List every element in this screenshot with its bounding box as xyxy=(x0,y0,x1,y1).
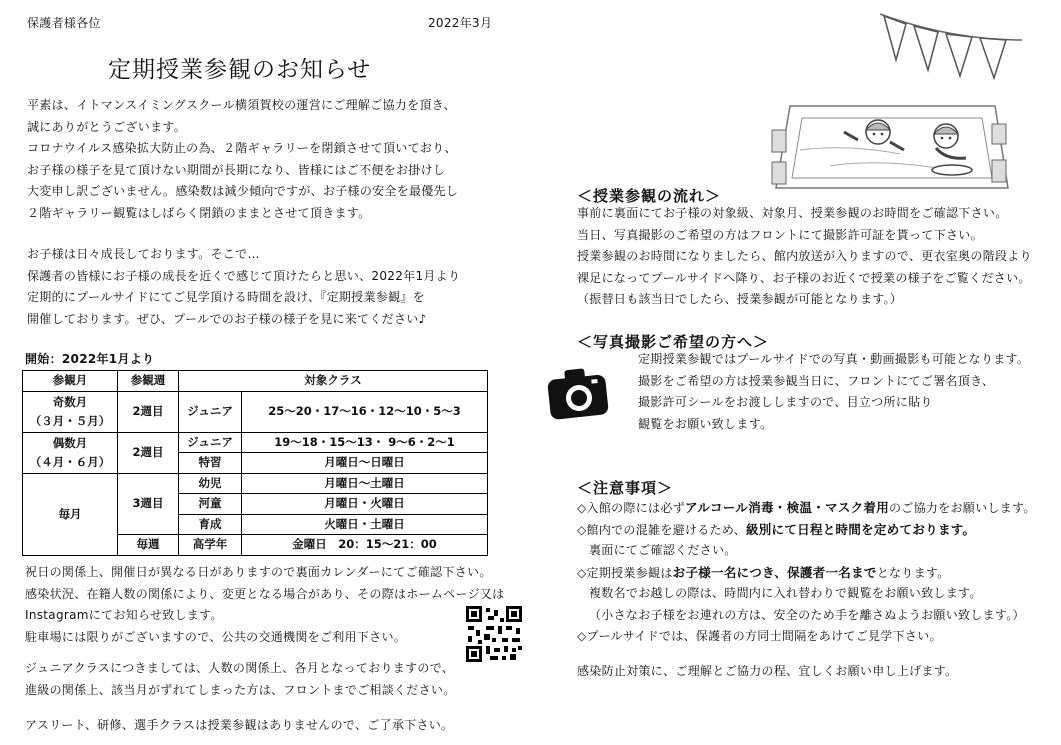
table-row xyxy=(23,391,488,432)
notice-line-1 xyxy=(577,497,1036,519)
intro2-line: 保護者の皆様にお子様の成長を近くで感じて頂けたらと思い、2022年1月より xyxy=(27,268,461,283)
table-header-row xyxy=(23,371,488,392)
notice-body xyxy=(577,497,1036,648)
qr-code[interactable] xyxy=(466,606,522,662)
athlete-note: アスリート、研修、選手クラスは授業参観はありませんので、ご了承下さい。 xyxy=(25,718,454,732)
photo-line: 定期授業参観ではプールサイドでの写真・動画撮影も可能となります。 xyxy=(638,352,1030,366)
intro2-line: 開催しております。ぜひ、プールでのお子様の様子を見に来てください♪ xyxy=(27,311,427,326)
notice-text: ◇定期授業参観は xyxy=(577,565,673,580)
odd-month-detail: （３月・５月） xyxy=(29,413,111,428)
intro-paragraph-2 xyxy=(27,244,460,330)
photo-heading: ＜写真撮影ご希望の方へ＞ xyxy=(577,333,770,351)
photo-line: 観覧をお願い致します。 xyxy=(638,416,773,431)
odd-month: 奇数月 xyxy=(52,394,88,409)
notice-line-3b: 複数名でお越しの際は、時間内に入れ替わりで観覧をお願い致します。 xyxy=(589,586,982,600)
flow-body xyxy=(577,203,1032,311)
notice-text: となります。 xyxy=(876,565,950,580)
notice-line-3c: （小さなお子様をお連れの方は、安全のため手を離さぬようお願い致します。） xyxy=(589,607,1025,622)
class-cell: 特習 xyxy=(179,453,242,474)
flow-line: 当日、写真撮影のご希望の方はフロントにて撮影許可証を貰って下さい。 xyxy=(577,227,983,242)
class-cell: ジュニア xyxy=(179,391,242,432)
intro-line: 大変申し訳ございません。感染数は減少傾向ですが、お子様の安全を最優先し xyxy=(27,184,459,198)
intro2-line: お子様は日々成長しております。そこで… xyxy=(27,247,260,261)
monthly-cell: 毎月 xyxy=(23,473,118,555)
junior-note-line: 進級の関係上、該当月がずれてしまった方は、フロントまでご相談ください。 xyxy=(25,682,456,697)
table-row xyxy=(23,432,488,453)
flow-line: 裸足になってプールサイドへ降り、お子様のお近くで授業の様子をご覧ください。 xyxy=(577,270,1031,285)
days-cell: 月曜日・火曜日 xyxy=(242,494,488,515)
class-cell: ジュニア xyxy=(179,432,242,453)
notice-line-3 xyxy=(577,562,1036,584)
issue-date: 2022年3月 xyxy=(428,16,493,30)
class-cell: 幼児 xyxy=(179,473,242,494)
schedule-table xyxy=(22,370,488,556)
intro-line: ２階ギャラリー観覧はしばらく閉鎖のままとさせて頂きます。 xyxy=(27,205,371,220)
closing-text: 感染防止対策に、ご理解とご協力の程、宜しくお願い申し上げます。 xyxy=(577,664,958,678)
class-cell: 河童 xyxy=(179,494,242,515)
flow-line: （振替日も該当日でしたら、授業参観が可能となります。） xyxy=(577,292,903,306)
notice-emphasis: お子様一名につき、保護者一名まで xyxy=(672,564,877,580)
even-month-cell xyxy=(23,432,118,473)
intro-paragraph xyxy=(27,95,458,224)
notice-text: のご協力をお願いします。 xyxy=(889,501,1036,515)
th-month: 参観月 xyxy=(23,371,118,392)
flow-line: 事前に裏面にてお子様の対象級、対象月、授業参観のお時間をご確認下さい。 xyxy=(577,206,1008,220)
days-cell: 金曜日 20：15～21：00 xyxy=(242,535,488,556)
class-cell: 育成 xyxy=(179,514,242,535)
class-cell: 高学年 xyxy=(179,535,242,556)
intro-line: お子様の様子を見て頂けない期間が長期になり、皆様にはご不便をお掛けし xyxy=(27,162,446,177)
bunting-flags xyxy=(876,10,1026,82)
swimming-children-illustration xyxy=(770,100,1010,192)
notice-emphasis: 級別にて日程と時間を定めております。 xyxy=(745,521,976,537)
notice-text: ◇館内での混雑を避けるため、 xyxy=(577,522,746,537)
notice-heading: ＜注意事項＞ xyxy=(577,479,674,497)
camera-icon xyxy=(547,365,611,421)
note-line: 祝日の関係上、開催日が異なる日がありますので裏面カレンダーにてご確認下さい。 xyxy=(25,565,492,579)
week-cell: 2週目 xyxy=(118,432,179,473)
notes-left xyxy=(25,562,504,648)
flow-line: 授業参観のお時間になりましたら、館内放送が入りますので、更衣室奥の階段より xyxy=(577,249,1032,263)
notice-line-4: ◇プールサイドでは、保護者の方同士間隔をあけてご見学下さい。 xyxy=(577,629,942,643)
days-cell: 月曜日～日曜日 xyxy=(242,453,488,474)
table-row xyxy=(23,473,488,494)
intro2-line: 定期的にプールサイドにてご見学頂ける時間を設け、『定期授業参観』を xyxy=(27,290,425,304)
week-cell: 3週目 xyxy=(118,473,179,535)
start-label: 開始：2022年1月より xyxy=(25,352,155,366)
recipient: 保護者様各位 xyxy=(27,16,101,30)
week-cell: 2週目 xyxy=(118,391,179,432)
levels-cell: 19～18・15～13・ 9～6・2～1 xyxy=(242,432,488,453)
junior-note xyxy=(25,658,456,701)
note-line: Instagramにてお知らせ致します。 xyxy=(25,608,223,622)
photo-body xyxy=(638,349,1029,435)
notice-text: ◇入館の際には必ず xyxy=(577,501,685,515)
page-title: 定期授業参観のお知らせ xyxy=(108,57,372,83)
th-week: 参観週 xyxy=(118,371,179,392)
notice-line-2 xyxy=(577,519,1036,541)
note-line: 駐車場には限りがございますので、公共の交通機関をご利用下さい。 xyxy=(25,629,407,644)
photo-line: 撮影許可シールをお渡ししますので、目立つ所に貼り xyxy=(638,395,933,409)
notice-emphasis: アルコール消毒・検温・マスク着用 xyxy=(684,500,889,515)
days-cell: 月曜日～土曜日 xyxy=(242,473,488,494)
days-cell: 火曜日・土曜日 xyxy=(242,514,488,535)
intro-line: 平素は、イトマンスイミングスクール横須賀校の運営にご理解ご協力を頂き、 xyxy=(27,98,456,112)
levels-cell: 25～20・17～16・12～10・5～3 xyxy=(242,391,488,432)
note-line: 感染状況、在籍人数の関係により、変更となる場合があり、その際はホームページ又は xyxy=(25,586,505,601)
th-class: 対象クラス xyxy=(179,371,488,392)
junior-note-line: ジュニアクラスにつきましては、人数の関係上、各月となっておりますので、 xyxy=(25,661,455,675)
intro-line: 誠にありがとうございます。 xyxy=(27,119,186,134)
notice-line-2b: 裏面にてご確認ください。 xyxy=(589,543,737,557)
photo-line: 撮影をご希望の方は授業参観当日に、フロントにてご署名頂き、 xyxy=(638,373,995,388)
week-cell: 毎週 xyxy=(118,535,179,556)
even-month: 偶数月 xyxy=(52,435,88,450)
intro-line: コロナウイルス感染拡大防止の為、２階ギャラリーを閉鎖させて頂いており、 xyxy=(27,141,457,155)
odd-month-cell xyxy=(23,391,118,432)
even-month-detail: （４月・６月） xyxy=(29,454,111,469)
flow-heading: ＜授業参観の流れ＞ xyxy=(577,187,722,205)
